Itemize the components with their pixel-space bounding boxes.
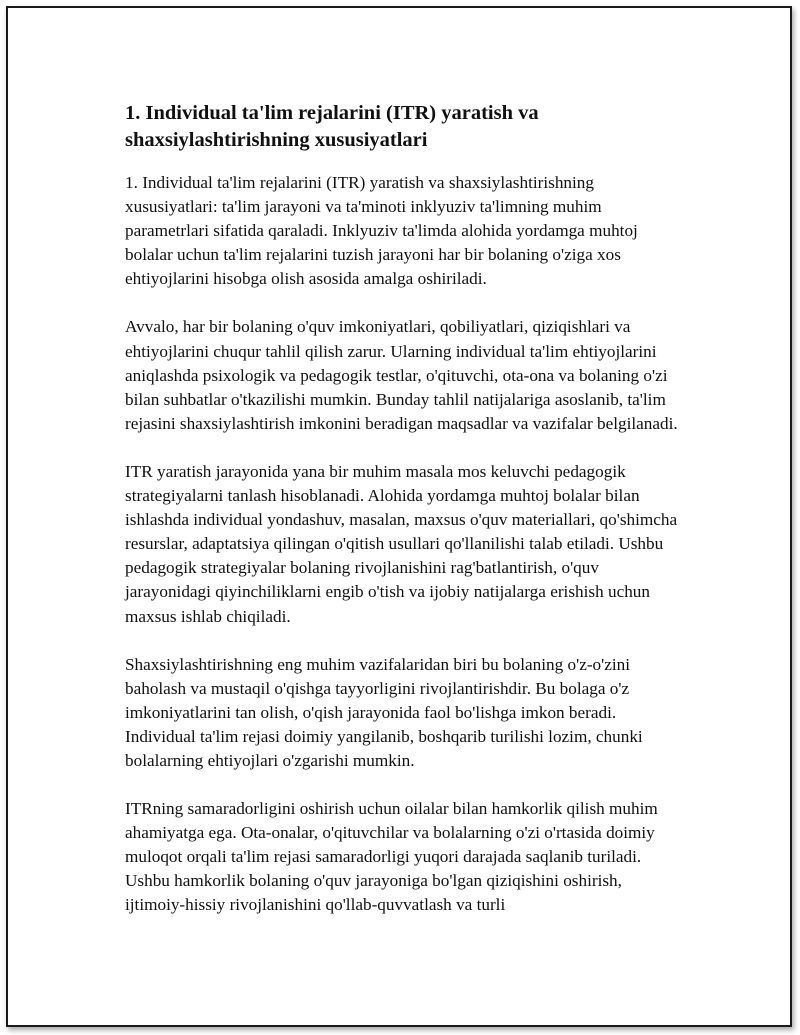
document-body: [125, 100, 681, 942]
paragraph-3: ITR yaratish jarayonida yana bir muhim masala mos keluvchi pedagogik strategiyalarni tanlash hisoblanadi. Alohida yordamga muhtoj bolalar bilan ishlashda individual yondashuv, masalan, maxsus o'quv materiallari, qo'shimcha resurslar, adaptatsiya qilingan o'qitish usullari qo'llanilishi talab etiladi. Ushbu pedagogik strategiyalar bolaning rivojlanishini rag'batlantirish, o'quv jarayonidagi qiyinchiliklarni engib o'tish va ijobiy natijalarga erishish uchun maxsus ishlab chiqiladi.: [125, 461, 678, 626]
paragraph-2: Avvalo, har bir bolaning o'quv imkoniyatlari, qobiliyatlari, qiziqishlari va ehtiyojlarini chuqur tahlil qilish zarur. Ularning individual ta'lim ehtiyojlarini aniqlashda psixologik va pedagogik testlar, o'qituvchi, ota-ona va bolaning o'zi bilan suhbatlar o'tkazilishi mumkin. Bunday tahlil natijalariga asoslanib, ta'lim rejasini shaxsiylashtirish imkonini beradigan maqsadlar va vazifalar belgilanadi.: [125, 317, 678, 433]
page-title: 1. Individual ta'lim rejalarini (ITR) yaratish va shaxsiylashtirishning xususiyatlari: [125, 102, 539, 151]
paragraph-1: 1. Individual ta'lim rejalarini (ITR) yaratish va shaxsiylashtirishning xususiyatlari: ta'lim jarayoni va ta'minoti inklyuziv ta'limning muhim parametrlari sifatida qaraladi. Inklyuziv ta'limda alohida yordamga muhtoj bolalar uchun ta'lim rejalarini tuzish jarayoni har bir bolaning o'ziga xos ehtiyojlarini hisobga olish asosida amalga oshiriladi.: [125, 173, 638, 289]
paragraph-5: ITRning samaradorligini oshirish uchun oilalar bilan hamkorlik qilish muhim ahamiyatga ega. Ota-onalar, o'qituvchilar va bolalarning o'zi o'rtasida doimiy muloqot orqali ta'lim rejasi samaradorligi yuqori darajada saqlanib turiladi. Ushbu hamkorlik bolaning o'quv jarayoniga bo'lgan qiziqishini oshirish, ijtimoiy-hissiy rivojlanishini qo'llab-quvvatlash va turli: [125, 799, 658, 915]
paragraph-4: Shaxsiylashtirishning eng muhim vazifalaridan biri bu bolaning o'z-o'zini baholash va mustaqil o'qishga tayyorligini rivojlantirishdir. Bu bolaga o'z imkoniyatlarini tan olish, o'qish jarayonida faol bo'lishga imkon beradi. Individual ta'lim rejasi doimiy yangilanib, boshqarib turilishi lozim, chunki bolalarning ehtiyojlari o'zgarishi mumkin.: [125, 654, 643, 770]
document-page: [6, 6, 792, 1027]
